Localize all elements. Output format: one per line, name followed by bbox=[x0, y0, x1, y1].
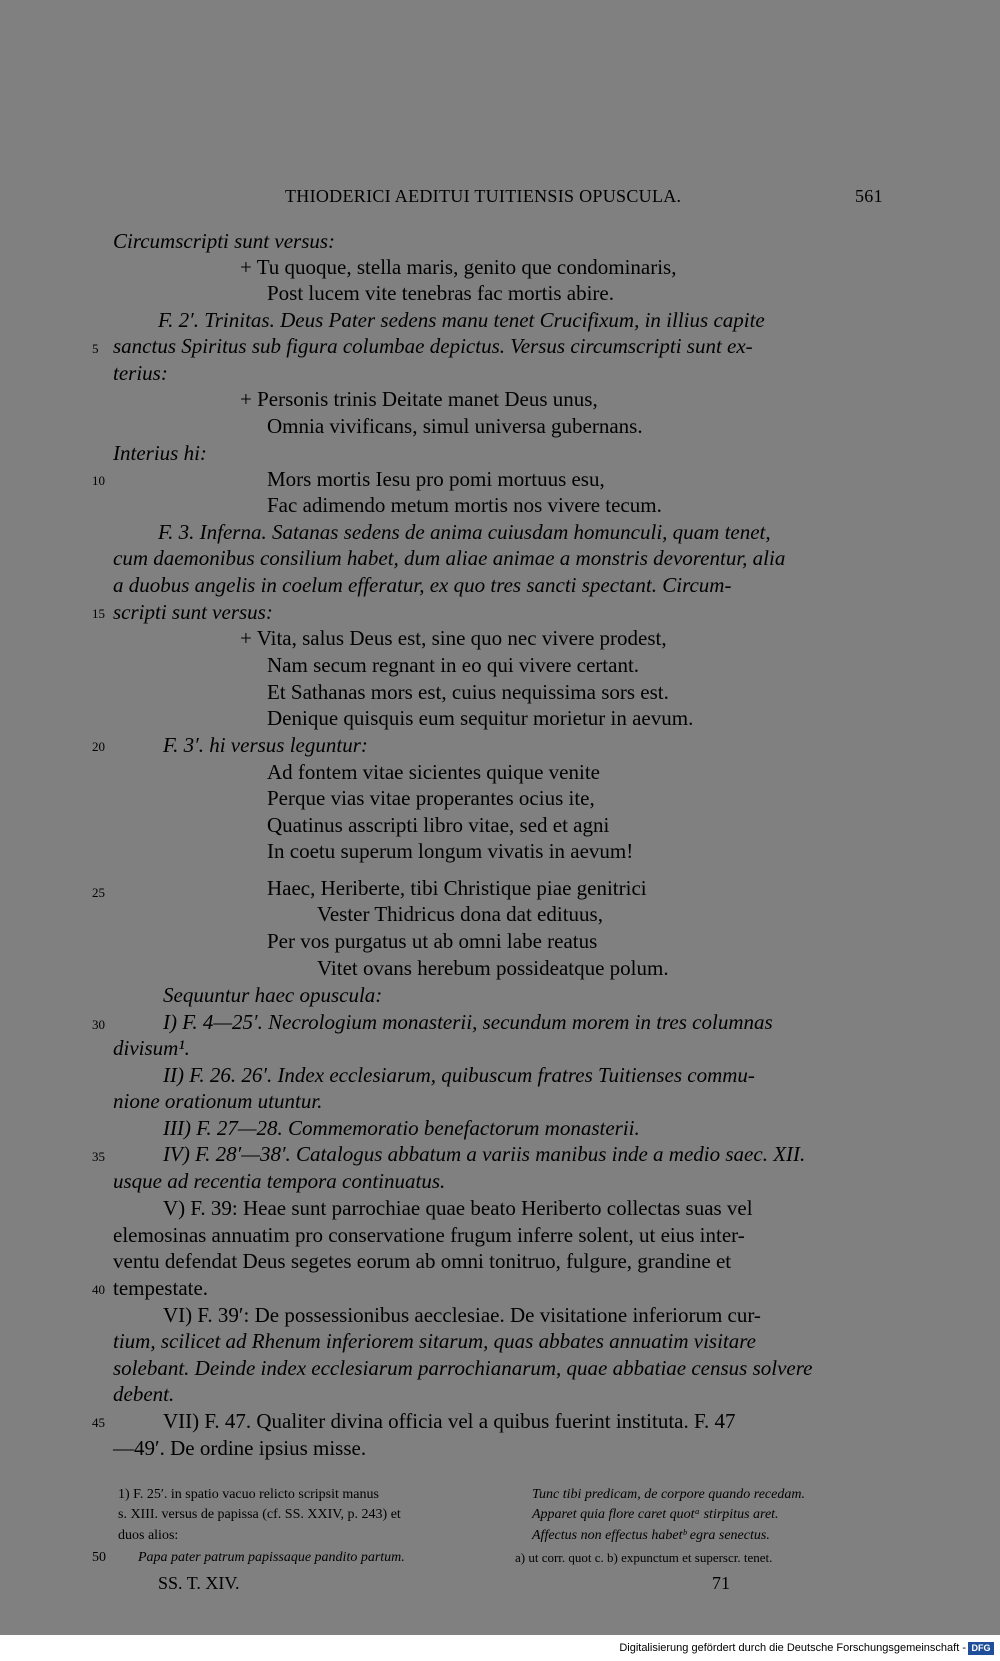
line-number: 45 bbox=[92, 1415, 105, 1430]
text-line: scripti sunt versus: bbox=[113, 600, 273, 624]
text-line: II) F. 26. 26′. Index ecclesiarum, quibuscum fratres Tuitienses commu- bbox=[163, 1063, 755, 1087]
text-line: cum daemonibus consilium habet, dum aliae animae a monstris devorentur, alia bbox=[113, 546, 786, 570]
verse-line: Ad fontem vitae sicientes quique venite bbox=[267, 760, 600, 784]
funding-footer bbox=[0, 1635, 1000, 1661]
text-line: Sequuntur haec opuscula: bbox=[163, 983, 383, 1007]
footnote-line: Apparet quia flore caret quotᵃ stirpitus aret. bbox=[532, 1507, 779, 1522]
footnote-line: a) ut corr. quot c. b) expunctum et superscr. tenet. bbox=[515, 1550, 773, 1565]
verse-line: Quatinus asscripti libro vitae, sed et agni bbox=[267, 813, 610, 837]
verse-line: Fac adimendo metum mortis nos vivere tecum. bbox=[267, 493, 662, 517]
text-line: usque ad recentia tempora continuatus. bbox=[113, 1169, 446, 1193]
text-line: V) F. 39: Heae sunt parrochiae quae beato Heriberto collectas suas vel bbox=[163, 1196, 753, 1220]
text-line: tempestate. bbox=[113, 1276, 209, 1300]
footnote-line: Affectus non effectus habetᵇ egra senectus. bbox=[532, 1528, 770, 1543]
text-line: IV) F. 28′—38′. Catalogus abbatum a variis manibus inde a medio saec. XII. bbox=[163, 1142, 806, 1166]
verse-line: Haec, Heriberte, tibi Christique piae genitrici bbox=[267, 876, 647, 900]
text-line: tium, scilicet ad Rhenum inferiorem sitarum, quas abbates annuatim visitare bbox=[113, 1329, 756, 1353]
line-number: 35 bbox=[92, 1149, 105, 1164]
verse-line: + Tu quoque, stella maris, genito que condominaris, bbox=[240, 255, 677, 279]
verse-line: Per vos purgatus ut ab omni labe reatus bbox=[267, 929, 598, 953]
text-line: debent. bbox=[113, 1382, 175, 1406]
text-line: terius: bbox=[113, 361, 168, 385]
footnote-line: Tunc tibi predicam, de corpore quando recedam. bbox=[532, 1487, 805, 1502]
text-line: Interius hi: bbox=[113, 441, 207, 465]
running-header-title: THIODERICI AEDITUI TUITIENSIS OPUSCULA. bbox=[285, 186, 682, 206]
verse-line: Denique quisquis eum sequitur morietur in aevum. bbox=[267, 706, 694, 730]
text-line: VII) F. 47. Qualiter divina officia vel a quibus fuerint instituta. F. 47 bbox=[163, 1409, 736, 1433]
footnote-line: Papa pater patrum papissaque pandito partum. bbox=[138, 1550, 405, 1565]
verse-line: Vitet ovans herebum possideatque polum. bbox=[317, 956, 669, 980]
verse-line: + Personis trinis Deitate manet Deus unus, bbox=[240, 387, 598, 411]
verse-line: Et Sathanas mors est, cuius nequissima sors est. bbox=[267, 680, 669, 704]
line-number: 20 bbox=[92, 739, 105, 754]
text-line: F. 3′. hi versus leguntur: bbox=[163, 733, 368, 757]
text-line: Circumscripti sunt versus: bbox=[113, 229, 336, 253]
text-line: I) F. 4—25′. Necrologium monasterii, secundum morem in tres columnas bbox=[163, 1010, 773, 1034]
text-line: VI) F. 39′: De possessionibus aecclesiae. De visitatione inferiorum cur- bbox=[163, 1303, 761, 1327]
verse-line: Mors mortis Iesu pro pomi mortuus esu, bbox=[267, 467, 605, 491]
line-number: 50 bbox=[92, 1550, 106, 1565]
text-line: sanctus Spiritus sub figura columbae depictus. Versus circumscripti sunt ex- bbox=[113, 334, 753, 358]
text-line: divisum¹. bbox=[113, 1036, 190, 1060]
line-number: 30 bbox=[92, 1017, 105, 1032]
line-number: 25 bbox=[92, 885, 105, 900]
line-number: 10 bbox=[92, 473, 105, 488]
line-number: 40 bbox=[92, 1282, 105, 1297]
text-line: solebant. Deinde index ecclesiarum parrochianarum, quae abbatiae census solvere bbox=[113, 1356, 813, 1380]
verse-line: Nam secum regnant in eo qui vivere certant. bbox=[267, 653, 640, 677]
line-number: 15 bbox=[92, 606, 105, 621]
dfg-logo: DFG bbox=[968, 1642, 994, 1655]
verse-line: Post lucem vite tenebras fac mortis abire. bbox=[267, 281, 614, 305]
verse-line: Omnia vivificans, simul universa gubernans. bbox=[267, 414, 643, 438]
text-line: F. 2′. Trinitas. Deus Pater sedens manu tenet Crucifixum, in illius capite bbox=[158, 308, 765, 332]
text-line: III) F. 27—28. Commemoratio benefactorum monasterii. bbox=[163, 1116, 640, 1140]
footnote-line: s. XIII. versus de papissa (cf. SS. XXIV, p. 243) et bbox=[118, 1507, 401, 1522]
text-line: F. 3. Inferna. Satanas sedens de anima cuiusdam homunculi, quam tenet, bbox=[158, 520, 771, 544]
signature-left: SS. T. XIV. bbox=[158, 1573, 240, 1593]
page-number: 561 bbox=[855, 186, 883, 206]
text-line: —49′. De ordine ipsius misse. bbox=[113, 1436, 367, 1460]
verse-line: In coetu superum longum vivatis in aevum! bbox=[267, 839, 634, 863]
signature-right: 71 bbox=[712, 1573, 730, 1593]
text-line: a duobus angelis in coelum efferatur, ex quo tres sancti spectant. Circum- bbox=[113, 573, 732, 597]
text-line: elemosinas annuatim pro conservatione frugum inferre solent, ut eius inter- bbox=[113, 1223, 745, 1247]
footnote-line: duos alios: bbox=[118, 1528, 179, 1543]
footnote-line: 1) F. 25′. in spatio vacuo relicto scripsit manus bbox=[118, 1487, 379, 1502]
verse-line: Vester Thidricus dona dat edituus, bbox=[317, 902, 603, 926]
text-line: ventu defendat Deus segetes eorum ab omni tonitruo, fulgure, grandine et bbox=[113, 1249, 732, 1273]
verse-line: + Vita, salus Deus est, sine quo nec vivere prodest, bbox=[240, 626, 667, 650]
text-line: nione orationum utuntur. bbox=[113, 1089, 323, 1113]
funding-text: Digitalisierung gefördert durch die Deutsche Forschungsgemeinschaft - bbox=[619, 1642, 966, 1654]
line-number: 5 bbox=[92, 341, 99, 356]
verse-line: Perque vias vitae properantes ocius ite, bbox=[267, 786, 595, 810]
